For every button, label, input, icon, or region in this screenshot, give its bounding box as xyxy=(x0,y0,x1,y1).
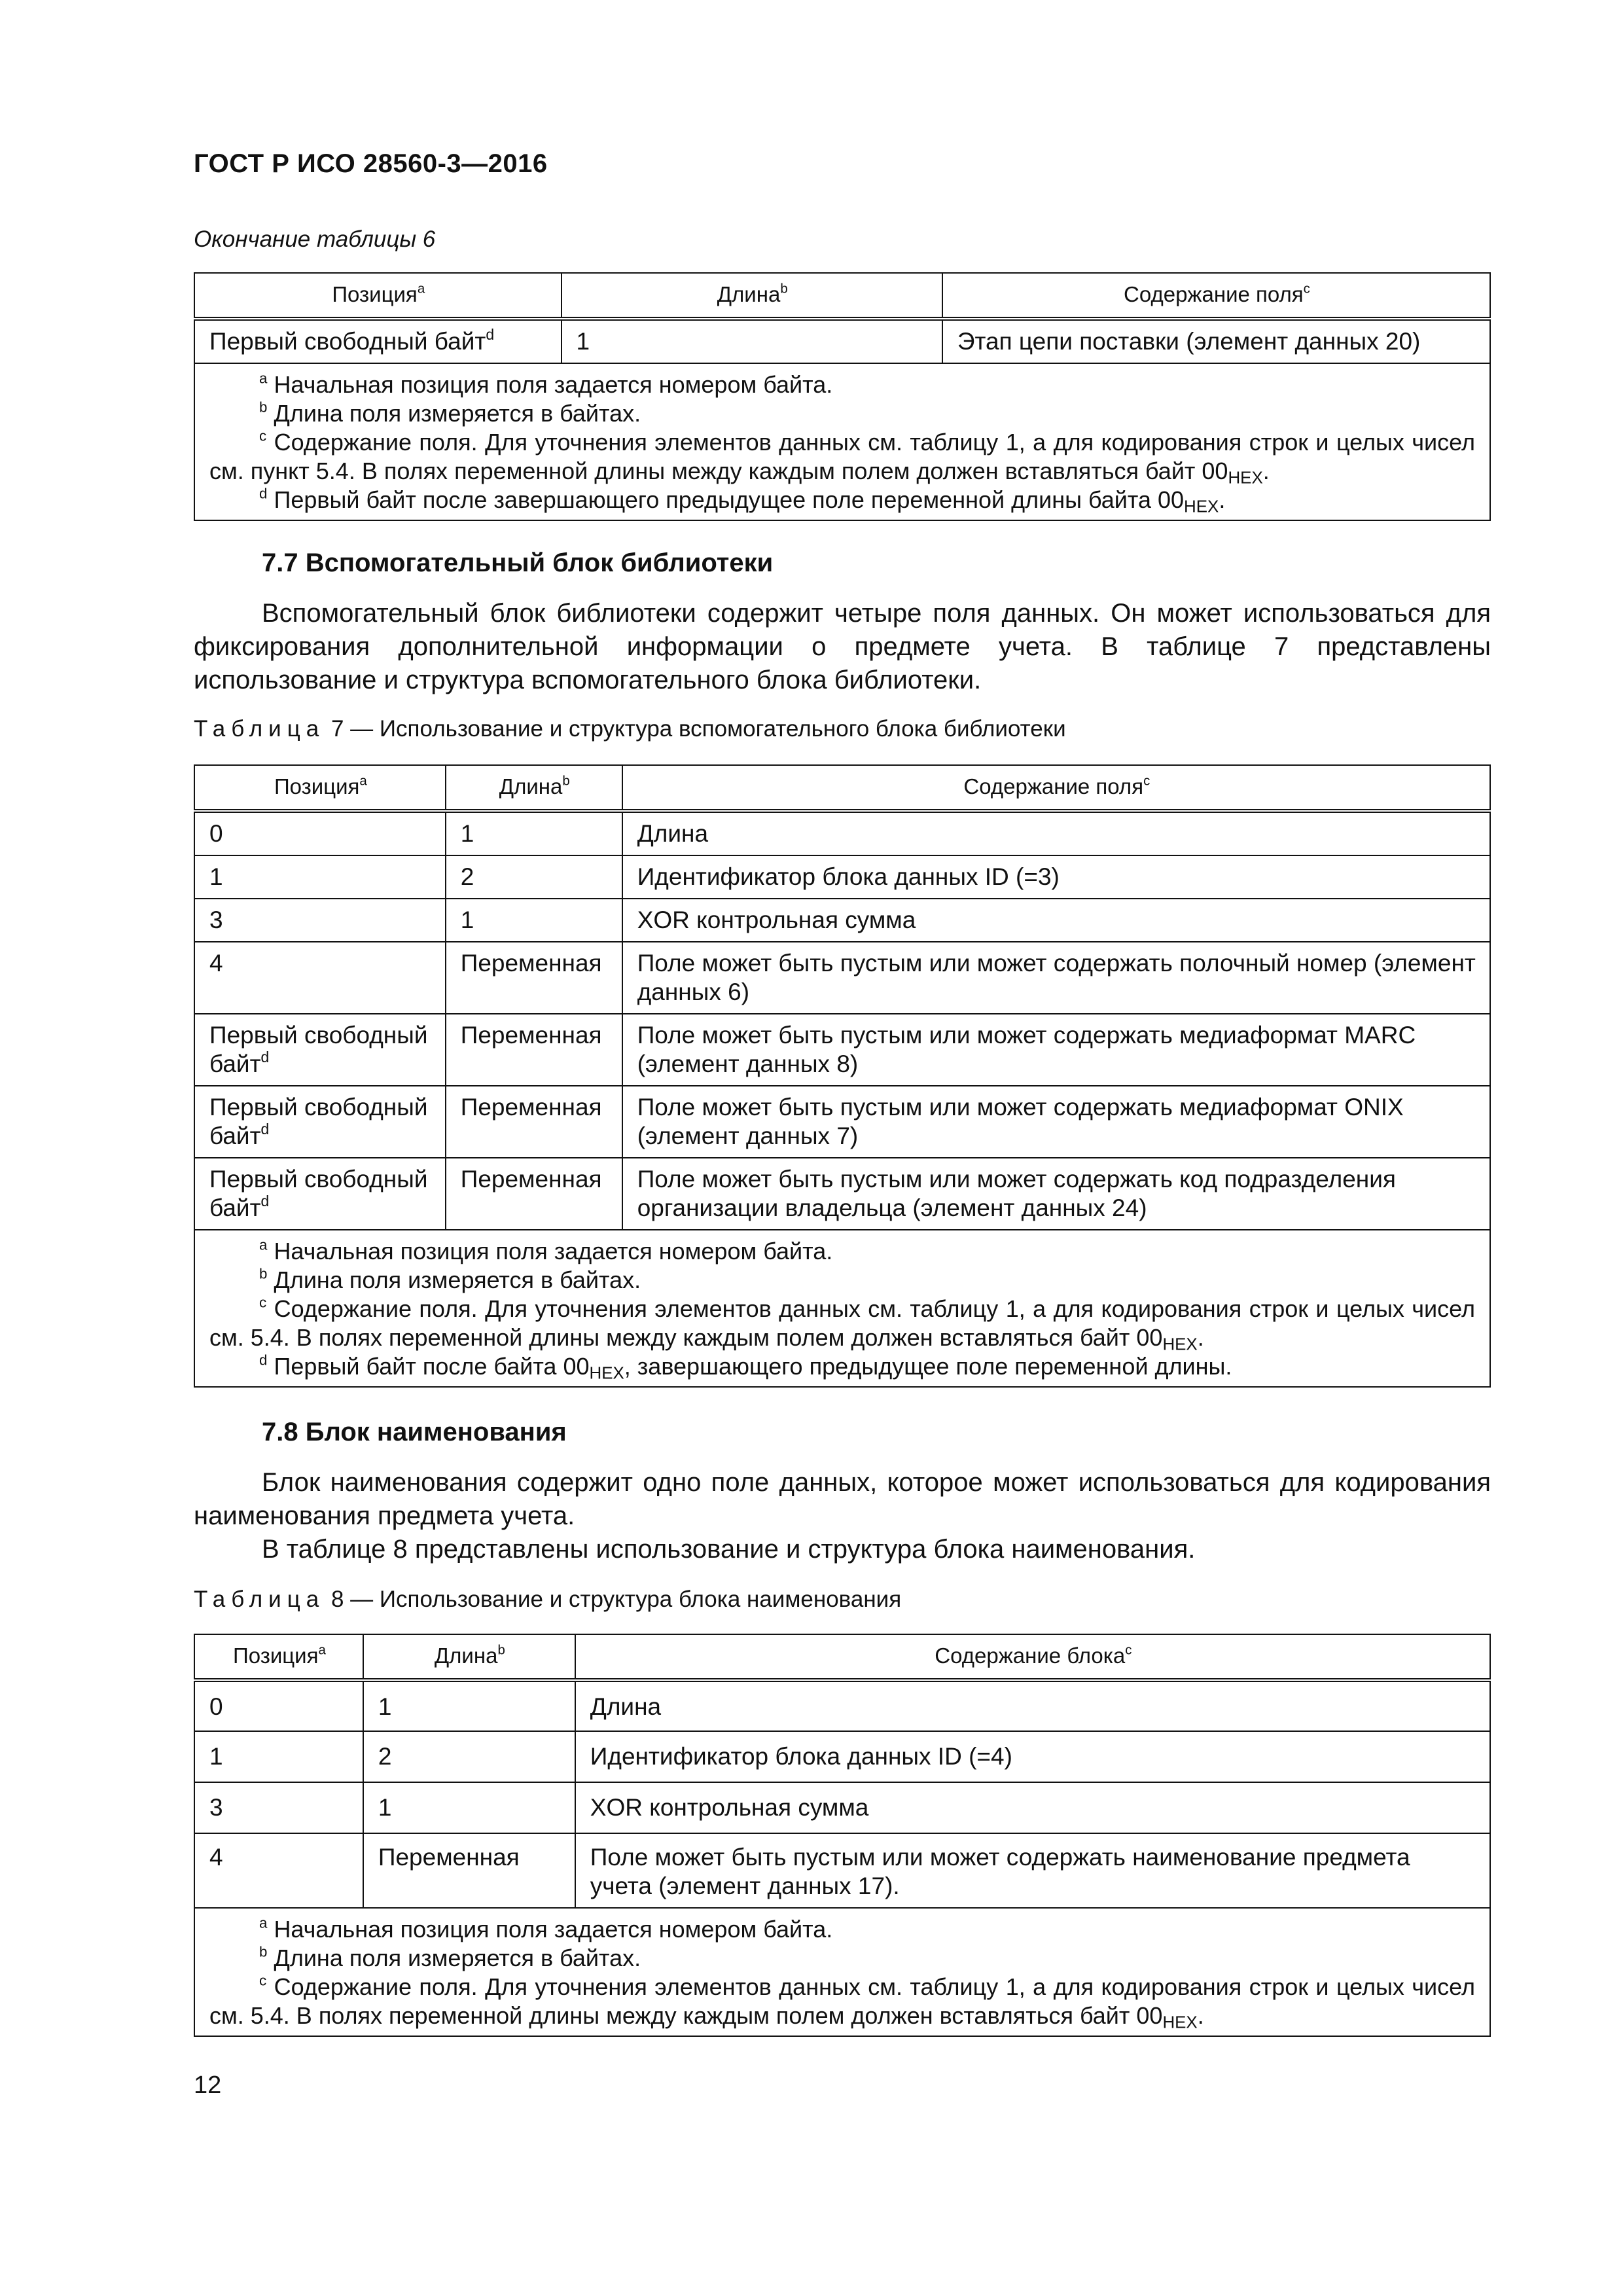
table7-header-length: Длина$^b$ xyxy=(446,765,622,811)
table6 xyxy=(194,272,1491,521)
cell-position: 0 xyxy=(194,811,446,855)
section-7-8-text: Блок наименования содержит одно поле данных, которое может использоваться для кодирования наименования предмета учета. В таблице 8 представлены использование и структура блока наименования. xyxy=(194,1468,1491,1564)
table6-header-row xyxy=(194,273,1490,319)
page-number: 12 xyxy=(194,2072,222,2099)
cell-content: Поле может быть пустым или может содержать медиаформат ONIX (элемент данных 7) xyxy=(622,1086,1490,1158)
footnote-d: $^d$ Первый байт после байта $00_{HEX}$, завершающего предыдущее поле переменной длины. xyxy=(259,1352,1232,1383)
table-row xyxy=(194,855,1490,899)
table-row xyxy=(194,811,1490,855)
footnote-c: $^c$ Содержание поля. Для уточнения элементов данных см. таблицу 1, а для кодирования строк и целых чисел см. 5.4. В полях переменной длины между каждым полем должен вставляться байт $00_{HEX}$. xyxy=(209,1294,1475,1354)
table7-caption: Таблица 7 — Использование и структура вспомогательного блока библиотеки xyxy=(194,716,1066,742)
cell-length: Переменная xyxy=(446,1158,622,1230)
table-row xyxy=(194,1014,1490,1086)
table7-header-row xyxy=(194,765,1490,811)
cell-position: Первый свободный байт$^d$ xyxy=(194,1158,446,1230)
footnote-a: $^a$ Начальная позиция поля задается номером байта. xyxy=(259,1914,833,1943)
cell-position: 3 xyxy=(194,1782,363,1833)
table7-notes xyxy=(194,1230,1490,1387)
cell-content: Поле может быть пустым или может содержать код подразделения организации владельца (элемент данных 24) xyxy=(622,1158,1490,1230)
table6-caption: Окончание таблицы 6 xyxy=(194,226,436,252)
footnote-b: $^b$ Длина поля измеряется в байтах. xyxy=(259,399,641,427)
cell-position: Первый свободный байт$^d$ xyxy=(194,319,562,363)
cell-content: Этап цепи поставки (элемент данных 20) xyxy=(942,319,1490,363)
footnote-b: $^b$ Длина поля измеряется в байтах. xyxy=(259,1943,641,1971)
footnote-c: $^c$ Содержание поля. Для уточнения элементов данных см. таблицу 1, а для кодирования строк и целых чисел см. пункт 5.4. В полях переменной длины между каждым полем должен вставляться байт $00_{HEX}$. xyxy=(209,427,1475,488)
table-row xyxy=(194,1731,1490,1782)
table7-notes-row xyxy=(194,1230,1490,1387)
cell-content: Поле может быть пустым или может содержать наименование предмета учета (элемент данных 17). xyxy=(575,1833,1490,1908)
table-row xyxy=(194,899,1490,942)
footnote-b: $^b$ Длина поля измеряется в байтах. xyxy=(259,1265,641,1293)
cell-length: 1 xyxy=(363,1782,575,1833)
cell-position: 1 xyxy=(194,855,446,899)
table8 xyxy=(194,1634,1491,2037)
table7-header-content: Содержание поля$^c$ xyxy=(622,765,1490,811)
cell-length: 2 xyxy=(446,855,622,899)
table-row xyxy=(194,1833,1490,1908)
cell-position: 3 xyxy=(194,899,446,942)
cell-length: 1 xyxy=(446,899,622,942)
section-7-7-text: Вспомогательный блок библиотеки содержит четыре поля данных. Он может использоваться для фиксирования дополнительной информации о предмете учета. В таблице 7 представлены использование и структура вспомогательного блока библиотеки. xyxy=(194,599,1491,694)
cell-length: Переменная xyxy=(363,1833,575,1908)
footnote-c: $^c$ Содержание поля. Для уточнения элементов данных см. таблицу 1, а для кодирования строк и целых чисел см. 5.4. В полях переменной длины между каждым полем должен вставляться байт $00_{HEX}$. xyxy=(209,1972,1475,2032)
section-7-7-title: 7.7 Вспомогательный блок библиотеки xyxy=(262,548,774,577)
cell-content: XOR контрольная сумма xyxy=(622,899,1490,942)
cell-length: 2 xyxy=(363,1731,575,1782)
table8-notes xyxy=(194,1908,1490,2036)
cell-length: 1 xyxy=(446,811,622,855)
cell-position: 4 xyxy=(194,1833,363,1908)
cell-content: Длина xyxy=(622,811,1490,855)
table6-header-position: Позиция$^a$ xyxy=(194,273,562,319)
table8-notes-row xyxy=(194,1908,1490,2036)
table6-header-length: Длина$^b$ xyxy=(562,273,942,319)
table7-header-position: Позиция$^a$ xyxy=(194,765,446,811)
section-7-8-title: 7.8 Блок наименования xyxy=(262,1418,567,1446)
table6-notes xyxy=(194,363,1490,520)
table6-notes-row xyxy=(194,363,1490,520)
cell-position: 0 xyxy=(194,1680,363,1731)
table8-header-content: Содержание блока$^c$ xyxy=(575,1634,1490,1680)
cell-position: 4 xyxy=(194,942,446,1014)
document-header: ГОСТ Р ИСО 28560-3—2016 xyxy=(194,149,548,178)
cell-position: Первый свободный байт$^d$ xyxy=(194,1086,446,1158)
cell-content: Идентификатор блока данных ID (=4) xyxy=(575,1731,1490,1782)
cell-length: Переменная xyxy=(446,1014,622,1086)
footnote-d: $^d$ Первый байт после завершающего предыдущее поле переменной длины байта $00_{HEX}$. xyxy=(259,485,1226,516)
footnote-a: $^a$ Начальная позиция поля задается номером байта. xyxy=(259,1236,833,1265)
table8-header-position: Позиция$^a$ xyxy=(194,1634,363,1680)
cell-length: Переменная xyxy=(446,1086,622,1158)
cell-position: Первый свободный байт$^d$ xyxy=(194,1014,446,1086)
cell-content: XOR контрольная сумма xyxy=(575,1782,1490,1833)
table6-header-content: Содержание поля$^c$ xyxy=(942,273,1490,319)
table-row xyxy=(194,319,1490,363)
cell-content: Поле может быть пустым или может содержать медиаформат MARC (элемент данных 8) xyxy=(622,1014,1490,1086)
cell-content: Длина xyxy=(575,1680,1490,1731)
table-row xyxy=(194,1086,1490,1158)
table7 xyxy=(194,764,1491,1388)
cell-position: 1 xyxy=(194,1731,363,1782)
footnote-a: $^a$ Начальная позиция поля задается номером байта. xyxy=(259,370,833,398)
table8-header-row xyxy=(194,1634,1490,1680)
cell-content: Идентификатор блока данных ID (=3) xyxy=(622,855,1490,899)
cell-length: 1 xyxy=(562,319,942,363)
cell-content: Поле может быть пустым или может содержать полочный номер (элемент данных 6) xyxy=(622,942,1490,1014)
table8-caption: Таблица 8 — Использование и структура блока наименования xyxy=(194,1587,902,1612)
cell-length: Переменная xyxy=(446,942,622,1014)
table-row xyxy=(194,1158,1490,1230)
table-row xyxy=(194,1782,1490,1833)
table8-header-length: Длина$^b$ xyxy=(363,1634,575,1680)
table-row xyxy=(194,942,1490,1014)
cell-length: 1 xyxy=(363,1680,575,1731)
table-row xyxy=(194,1680,1490,1731)
